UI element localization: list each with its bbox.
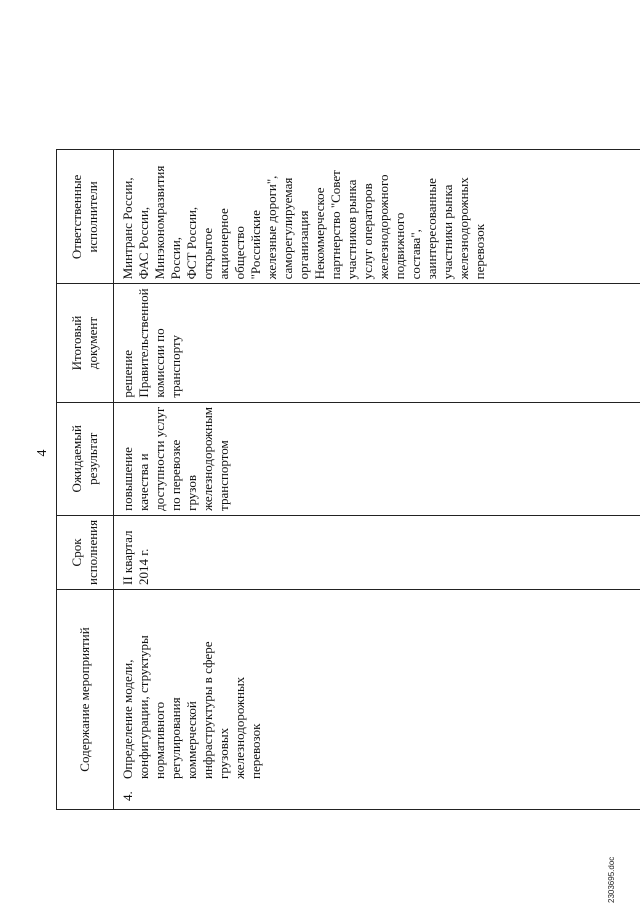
document-line: транспорту [168,335,183,398]
cell-final-document [114,284,640,402]
header-result-line-1: Ожидаемый [69,425,84,493]
result-line: по перевозке [168,439,183,511]
executors-line: саморегулируемая [280,177,295,280]
header-deadline [57,515,114,589]
document-line: решение [120,349,135,398]
executors-line: общество [232,226,247,280]
executors-line: железнодорожного [376,174,391,280]
executors-line: Некоммерческое [312,187,327,280]
executors-line: "Российские [248,210,263,280]
header-deadline-line-2: исполнения [85,519,100,585]
executors-line: открытое [200,227,215,280]
content-line: коммерческой [184,701,199,779]
deadline-line: II квартал [120,530,135,585]
content-line: нормативного [152,701,167,779]
executors-line: Минэкономразвития [152,165,167,280]
content-line: Определение модели, [120,659,135,779]
table-row [114,150,640,810]
header-expected-result [57,402,114,515]
row-number: 4. [120,791,135,801]
page-number: 4 [35,449,50,457]
executors-line: услуг операторов [360,183,375,280]
result-line: грузов [184,475,199,511]
cell-content [114,590,640,810]
header-content [57,590,114,810]
result-line: повышение [120,447,135,511]
content-line: конфигурации, структуры [136,635,151,779]
executors-line: железные дороги", [264,175,279,280]
header-document-line-1: Итоговый [69,315,84,371]
header-deadline-line-1: Срок [69,538,84,567]
executors-line: участников рынка [344,179,359,280]
cell-executors [114,150,640,284]
header-executors-line-1: Ответственные [69,174,84,260]
header-document-line-2: документ [85,316,100,370]
document-line: Правительственной [136,288,151,398]
header-content-line: Содержание мероприятий [77,627,92,772]
executors-line: России, [168,236,183,280]
document-filename: 2303695.doc [607,856,616,903]
content-line: перевозок [248,723,263,779]
executors-line: заинтересованные [424,178,439,280]
result-line: железнодорожным [200,406,215,511]
executors-line: партнерство "Совет [328,170,343,280]
executors-line: ФСТ России, [184,206,199,280]
cell-expected-result [114,402,640,515]
executors-line: железнодорожных [456,177,471,280]
content-line: железнодорожных [232,676,247,779]
content-line: регулирования [168,697,183,779]
result-line: качества и [136,453,151,511]
executors-line: ФАС России, [136,206,151,280]
table-header-row [57,150,114,810]
executors-line: состава", [408,229,423,280]
header-final-document [57,284,114,402]
header-result-line-2: результат [85,432,100,485]
executors-line: участники рынка [440,184,455,280]
executors-line: Минтранс России, [120,177,135,280]
document-line: комиссии по [152,328,167,398]
cell-deadline [114,515,640,589]
measures-table [56,149,640,810]
header-executors [57,150,114,284]
executors-line: перевозок [472,223,487,280]
content-line: грузовых [216,727,231,779]
deadline-line: 2014 г. [136,548,151,585]
executors-line: организация [296,210,311,280]
result-line: транспортом [216,440,231,511]
executors-line: акционерное [216,208,231,280]
header-executors-line-2: исполнители [85,181,100,253]
content-line: инфраструктуры в сфере [200,641,215,779]
executors-line: подвижного [392,212,407,280]
result-line: доступности услуг [152,406,167,511]
